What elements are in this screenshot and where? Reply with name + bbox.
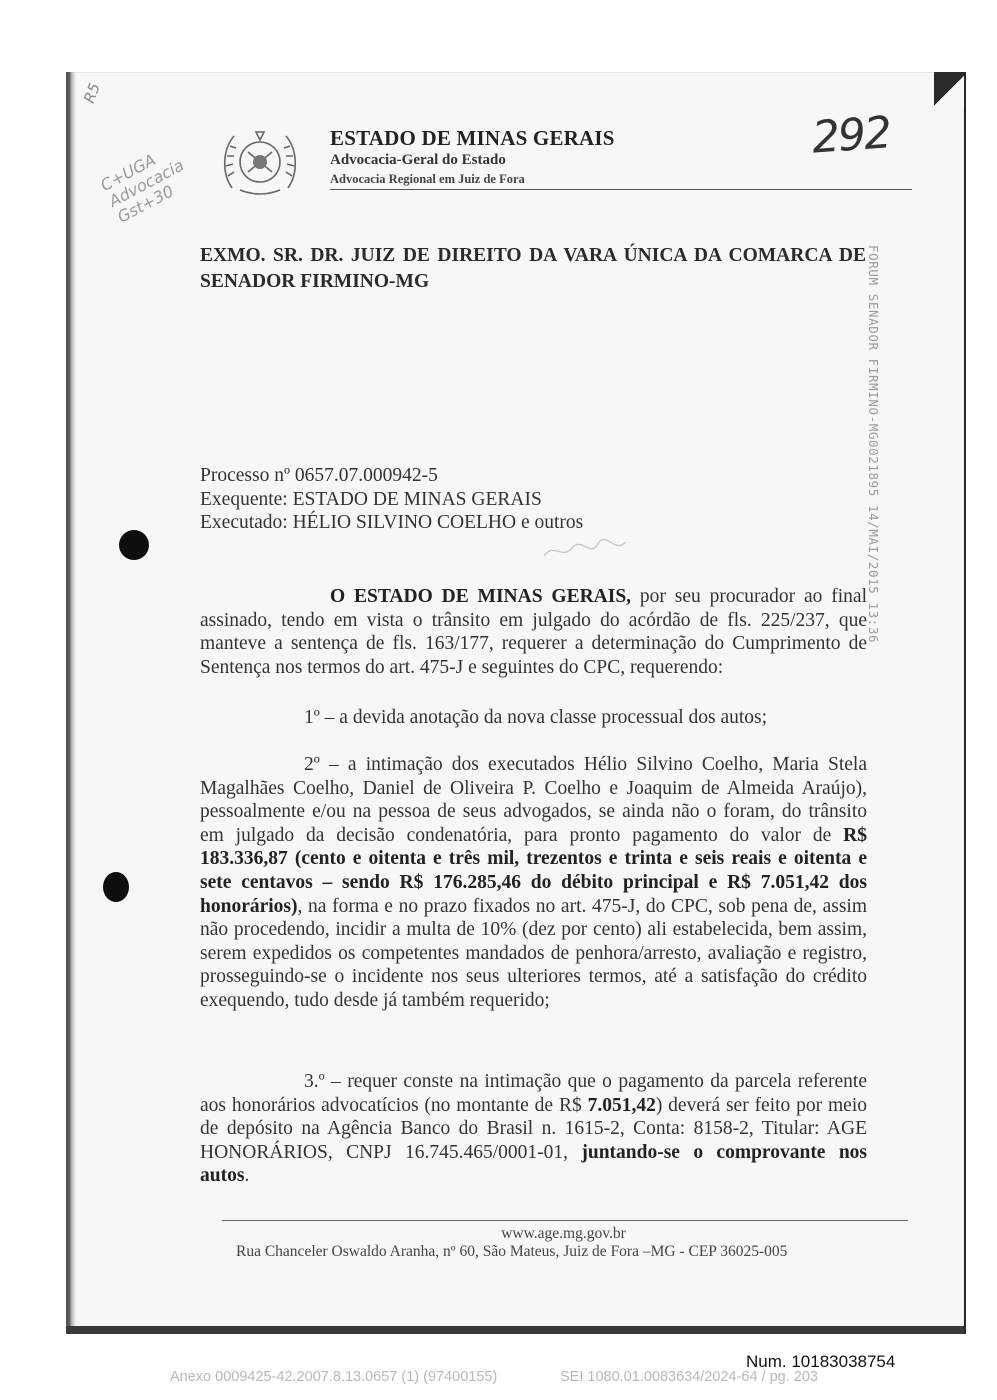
- amount-due: R$ 183.336,87 (cento e oitenta e três mil, trezentos e trinta e seis reais e oitenta e sete centavos – sendo R$ 176.285,46 do débito principal e R$ 7.051,42 dos honorários): [200, 824, 867, 917]
- request-item-3: [200, 1070, 867, 1188]
- process-number: Processo nº 0657.07.000942-5: [200, 465, 438, 486]
- folded-corner: [934, 72, 964, 110]
- court-receipt-stamp: FORUM SENADOR FIRMINO-MG0021895 14/MAI/2015 13:36: [866, 245, 881, 644]
- request-2-text-b: , na forma e no prazo fixados no art. 475-J, do CPC, sob pena de, assim não procedendo, incidir a multa de 10% (dez por cento) ali estabelecida, bem assim, serem expedidos os competentes mandados de penhora/arresto, avaliação e registro, prosseguindo-se o incidente nos seus ulteriores termos, até a satisfação do crédito exequendo, tudo desde já também requerido;: [200, 895, 867, 1011]
- petition-paragraph-intro: [200, 585, 867, 679]
- margin-handwritten-note: C+UGA Advocacia Gst+30: [97, 150, 188, 227]
- request-3-text-a: 3.º – requer conste na intimação que o pagamento da parcela referente aos honorários advocatícios (no montante de R$: [200, 1071, 867, 1116]
- request-item-1: [200, 706, 867, 730]
- request-3-text-c: .: [244, 1165, 250, 1187]
- request-2-text-a: 2º – a intimação dos executados Hélio Silvino Coelho, Maria Stela Magalhães Coelho, Daniel de Oliveira P. Coelho e Joaquim de Almeida Araújo), pessoalmente e/ou na pessoa de seus advogados, se ainda não o foram, do trânsito em julgado da decisão condenatória, para pronto pagamento do valor de: [200, 754, 867, 846]
- scan-edge-bottom: [66, 1326, 964, 1334]
- footer-address: Rua Chanceler Oswaldo Aranha, nº 60, São Mateus, Juiz de Fora –MG - CEP 36025-005: [236, 1243, 788, 1260]
- plaintiff-line: Exequente: ESTADO DE MINAS GERAIS: [200, 488, 542, 510]
- corner-handwritten-note: R5: [80, 80, 104, 106]
- footer-divider: [222, 1220, 908, 1221]
- faint-signature: [540, 534, 630, 566]
- punch-hole-top: [119, 530, 149, 560]
- footer-website: www.age.mg.gov.br: [501, 1225, 626, 1242]
- proof-instruction: juntando-se o comprovante nos autos: [200, 1141, 868, 1187]
- intro-text: por seu procurador ao final assinado, tendo em vista o trânsito em julgado do acórdão de fls. 225/237, que manteve a sentença de fls. 163/177, requerer a determinação do Cumprimento de Sentença nos termos do art. 475-J e seguintes do CPC, requerendo:: [200, 586, 867, 678]
- addressee: EXMO. SR. DR. JUIZ DE DIREITO DA VARA ÚNICA DA COMARCA DE SENADOR FIRMINO-MG: [200, 245, 866, 292]
- request-1-text: 1º – a devida anotação da nova classe processual dos autos;: [304, 707, 768, 728]
- header-divider: [330, 189, 912, 190]
- agency-name: Advocacia-Geral do Estado: [330, 152, 506, 168]
- request-item-2: [200, 753, 867, 1013]
- state-title: ESTADO DE MINAS GERAIS: [330, 126, 615, 150]
- regional-office: Advocacia Regional em Juiz de Fora: [330, 172, 525, 186]
- case-identification: [200, 464, 583, 535]
- request-3-text-b: ) deverá ser feito por meio de depósito na Agência Banco do Brasil n. 1615-2, Conta: 8158-2, Titular: AGE HONORÁRIOS, CNPJ 16.745.465/0001-01,: [200, 1094, 867, 1163]
- document-number: Num. 10183038754: [746, 1352, 896, 1371]
- sei-reference: SEI 1080.01.0083634/2024-64 / pg. 203: [560, 1369, 818, 1385]
- party-name: O ESTADO DE MINAS GERAIS,: [330, 586, 632, 607]
- coat-of-arms-icon: [218, 124, 302, 202]
- scan-edge-left: [66, 72, 76, 1334]
- punch-hole-bottom: [103, 872, 129, 902]
- annex-reference: Anexo 0009425-42.2007.8.13.0657 (1) (97400155): [170, 1369, 498, 1385]
- defendant-line: Executado: HÉLIO SILVINO COELHO e outros: [200, 512, 584, 533]
- handwritten-page-number: 292: [810, 107, 892, 164]
- fee-amount: 7.051,42: [587, 1094, 656, 1116]
